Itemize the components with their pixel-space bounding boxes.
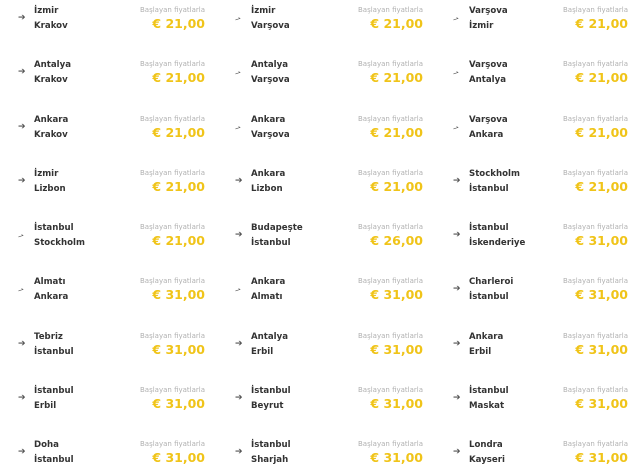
destination-city: Stockholm (34, 238, 85, 249)
price-box (140, 221, 205, 249)
price-box (563, 113, 628, 141)
destination-city: Maskat (469, 401, 505, 412)
price-box (140, 58, 205, 86)
route-price: € 31,00 (575, 233, 628, 249)
destination-city: İzmir (469, 21, 494, 31)
arrow-diagonal-icon: ⇀ (233, 14, 243, 24)
route-cities (32, 4, 140, 34)
origin-city: İstanbul (251, 386, 291, 397)
route-card[interactable] (435, 4, 640, 58)
destination-city: Ankara (34, 292, 69, 303)
price-box (358, 167, 423, 195)
destination-city: Erbil (469, 346, 492, 357)
route-cities (249, 438, 358, 468)
origin-city: İstanbul (469, 223, 509, 234)
origin-city: Antalya (251, 331, 289, 342)
route-card[interactable] (217, 58, 435, 112)
arrow-diagonal-icon: ⇀ (16, 231, 26, 242)
route-cities (249, 167, 358, 197)
route-price: € 21,00 (575, 124, 628, 140)
route-price: € 21,00 (370, 124, 423, 140)
route-price: € 31,00 (575, 396, 628, 412)
route-cities (467, 4, 563, 34)
route-price: € 21,00 (152, 124, 205, 140)
route-cities (32, 275, 140, 305)
arrow-diagonal-icon: ⇀ (233, 123, 243, 133)
destination-city: İstanbul (34, 346, 74, 357)
price-box (563, 167, 628, 195)
origin-city: Varşova (469, 6, 508, 16)
price-box (358, 113, 423, 141)
price-box (140, 113, 205, 141)
route-price: € 31,00 (575, 287, 628, 303)
route-price: € 31,00 (152, 396, 205, 412)
route-card[interactable] (435, 58, 640, 112)
arrow-right-icon: ➔ (235, 175, 243, 186)
price-box (563, 330, 628, 358)
origin-city: İzmir (34, 6, 59, 16)
route-cities (249, 275, 358, 305)
arrow-right-icon: ➔ (235, 230, 243, 241)
origin-city: Ankara (251, 114, 286, 125)
route-price: € 31,00 (152, 450, 205, 466)
route-price: € 21,00 (370, 178, 423, 194)
route-cities (249, 58, 358, 88)
route-cities (467, 58, 563, 88)
arrow-right-icon: ➔ (18, 338, 26, 349)
arrow-right-icon: ➔ (18, 67, 26, 78)
price-prefix-label: Başlayan fiyatlarla (563, 331, 628, 340)
route-price: € 31,00 (575, 450, 628, 466)
origin-city: Varşova (469, 60, 508, 71)
origin-city: Budapeşte (251, 223, 303, 234)
route-cities (249, 221, 358, 251)
arrow-right-icon: ➔ (18, 13, 26, 23)
origin-city: İstanbul (251, 440, 291, 451)
route-cities (249, 113, 358, 143)
arrow-right-icon: ➔ (453, 447, 461, 458)
route-cities (32, 221, 140, 251)
route-card[interactable] (435, 167, 640, 221)
price-prefix-label: Başlayan fiyatlarla (358, 277, 423, 286)
destination-city: Erbil (251, 346, 274, 357)
route-cities (467, 275, 563, 305)
origin-city: Londra (469, 440, 503, 451)
origin-city: Ankara (251, 168, 286, 179)
route-price: € 31,00 (370, 396, 423, 412)
destination-city: İstanbul (251, 238, 291, 249)
origin-city: Tebriz (34, 331, 63, 342)
route-card[interactable] (217, 330, 435, 384)
route-card[interactable] (217, 113, 435, 167)
route-card[interactable] (0, 167, 217, 221)
arrow-diagonal-icon: ⇀ (233, 286, 243, 296)
destination-city: Varşova (251, 75, 290, 86)
route-card[interactable] (0, 330, 217, 384)
route-cities (32, 384, 140, 414)
arrow-right-icon: ➔ (18, 121, 26, 132)
route-card[interactable] (217, 438, 435, 471)
price-prefix-label: Başlayan fiyatlarla (358, 60, 423, 69)
price-box (358, 4, 423, 32)
price-prefix-label: Başlayan fiyatlarla (563, 386, 628, 395)
route-price: € 21,00 (152, 16, 205, 31)
destination-city: İskenderiye (469, 238, 526, 249)
price-box (563, 275, 628, 303)
route-price: € 31,00 (152, 341, 205, 357)
origin-city: Ankara (251, 277, 286, 288)
destination-city: Almatı (251, 292, 283, 303)
origin-city: Varşova (469, 114, 508, 125)
route-card[interactable] (435, 221, 640, 275)
price-prefix-label: Başlayan fiyatlarla (563, 60, 628, 69)
route-cities (467, 330, 563, 360)
price-prefix-label: Başlayan fiyatlarla (140, 114, 205, 123)
route-card[interactable] (217, 4, 435, 58)
price-box (140, 275, 205, 303)
arrow-right-icon: ➔ (453, 393, 461, 404)
arrow-diagonal-icon: ⇀ (451, 68, 461, 79)
price-prefix-label: Başlayan fiyatlarla (358, 440, 423, 449)
destination-city: Krakov (34, 129, 68, 140)
price-box (358, 275, 423, 303)
arrow-right-icon: ➔ (235, 338, 243, 349)
route-cities (249, 4, 358, 34)
destination-city: Ankara (469, 129, 504, 140)
route-price: € 21,00 (370, 16, 423, 31)
route-price: € 21,00 (575, 178, 628, 194)
origin-city: Ankara (469, 331, 504, 342)
price-prefix-label: Başlayan fiyatlarla (140, 440, 205, 449)
route-price: € 21,00 (152, 70, 205, 86)
arrow-right-icon: ➔ (453, 175, 461, 186)
price-prefix-label: Başlayan fiyatlarla (358, 386, 423, 395)
destination-city: Beyrut (251, 401, 284, 412)
route-cities (249, 330, 358, 360)
price-prefix-label: Başlayan fiyatlarla (563, 114, 628, 123)
arrow-right-icon: ➔ (235, 393, 243, 404)
price-prefix-label: Başlayan fiyatlarla (358, 331, 423, 340)
price-prefix-label: Başlayan fiyatlarla (358, 168, 423, 177)
route-cities (32, 330, 140, 360)
arrow-right-icon: ➔ (453, 338, 461, 349)
price-box (563, 384, 628, 412)
price-prefix-label: Başlayan fiyatlarla (358, 6, 423, 14)
route-cities (32, 167, 140, 197)
arrow-right-icon: ➔ (18, 393, 26, 404)
route-card[interactable] (435, 330, 640, 384)
origin-city: Doha (34, 440, 59, 451)
price-box (563, 221, 628, 249)
destination-city: Lizbon (251, 183, 283, 194)
route-card[interactable] (435, 113, 640, 167)
price-box (358, 384, 423, 412)
destination-city: İstanbul (469, 292, 509, 303)
origin-city: Stockholm (469, 168, 520, 179)
route-cities (249, 384, 358, 414)
arrow-diagonal-icon: ⇀ (451, 123, 461, 133)
origin-city: İzmir (251, 6, 276, 16)
destination-city: İstanbul (34, 455, 74, 466)
destination-city: Kayseri (469, 455, 505, 466)
price-prefix-label: Başlayan fiyatlarla (140, 168, 205, 177)
origin-city: Charleroi (469, 277, 514, 288)
route-price: € 21,00 (152, 178, 205, 194)
route-price: € 21,00 (370, 70, 423, 86)
route-price: € 21,00 (152, 233, 205, 249)
route-card[interactable] (0, 275, 217, 329)
arrow-diagonal-icon: ⇀ (16, 286, 26, 296)
price-prefix-label: Başlayan fiyatlarla (358, 114, 423, 123)
route-cities (467, 167, 563, 197)
destination-city: Erbil (34, 401, 57, 412)
price-prefix-label: Başlayan fiyatlarla (563, 223, 628, 232)
price-box (140, 330, 205, 358)
origin-city: Antalya (34, 60, 72, 71)
arrow-right-icon: ➔ (18, 175, 26, 186)
route-price: € 21,00 (575, 70, 628, 86)
route-price: € 26,00 (370, 233, 423, 249)
arrow-right-icon: ➔ (453, 230, 461, 241)
route-card[interactable] (217, 221, 435, 275)
route-price: € 21,00 (575, 16, 628, 31)
route-price: € 31,00 (575, 341, 628, 357)
route-price: € 31,00 (370, 287, 423, 303)
route-card[interactable] (217, 167, 435, 221)
price-box (563, 438, 628, 466)
route-card[interactable] (0, 58, 217, 112)
route-card[interactable] (435, 275, 640, 329)
arrow-right-icon: ➔ (235, 447, 243, 458)
route-price: € 31,00 (370, 450, 423, 466)
destination-city: Sharjah (251, 455, 289, 466)
route-card[interactable] (0, 221, 217, 275)
price-prefix-label: Başlayan fiyatlarla (563, 440, 628, 449)
origin-city: İstanbul (469, 386, 509, 397)
arrow-diagonal-icon: ⇀ (233, 68, 243, 79)
arrow-diagonal-icon: ⇀ (451, 14, 461, 24)
price-box (140, 4, 205, 32)
destination-city: İstanbul (469, 183, 509, 194)
route-card[interactable] (217, 275, 435, 329)
price-prefix-label: Başlayan fiyatlarla (563, 168, 628, 177)
arrow-right-icon: ➔ (18, 447, 26, 458)
origin-city: İstanbul (34, 386, 74, 397)
origin-city: İzmir (34, 168, 59, 179)
price-box (358, 58, 423, 86)
destination-city: Antalya (469, 75, 507, 86)
destination-city: Krakov (34, 21, 68, 31)
origin-city: Ankara (34, 114, 69, 125)
route-cities (467, 221, 563, 251)
route-cities (32, 58, 140, 88)
price-prefix-label: Başlayan fiyatlarla (358, 223, 423, 232)
route-card[interactable] (0, 4, 217, 58)
route-price: € 31,00 (152, 287, 205, 303)
price-prefix-label: Başlayan fiyatlarla (140, 223, 205, 232)
route-cities (467, 384, 563, 414)
origin-city: İstanbul (34, 223, 74, 234)
price-prefix-label: Başlayan fiyatlarla (563, 277, 628, 286)
destination-city: Varşova (251, 21, 290, 31)
route-card[interactable] (435, 384, 640, 438)
destination-city: Lizbon (34, 183, 66, 194)
route-cities (467, 438, 563, 468)
price-box (563, 58, 628, 86)
destination-city: Varşova (251, 129, 290, 140)
route-card[interactable] (0, 438, 217, 471)
price-box (140, 167, 205, 195)
arrow-right-icon: ➔ (453, 284, 461, 295)
price-prefix-label: Başlayan fiyatlarla (563, 6, 628, 14)
price-box (563, 4, 628, 32)
destination-city: Krakov (34, 75, 68, 86)
route-cities (32, 438, 140, 468)
price-box (140, 438, 205, 466)
origin-city: Almatı (34, 277, 66, 288)
route-card[interactable] (217, 384, 435, 438)
route-price: € 31,00 (370, 341, 423, 357)
origin-city: Antalya (251, 60, 289, 71)
price-prefix-label: Başlayan fiyatlarla (140, 60, 205, 69)
price-prefix-label: Başlayan fiyatlarla (140, 331, 205, 340)
route-card[interactable] (435, 438, 640, 471)
route-cities (467, 113, 563, 143)
route-card[interactable] (0, 113, 217, 167)
route-cities (32, 113, 140, 143)
price-box (358, 438, 423, 466)
price-box (358, 221, 423, 249)
price-box (140, 384, 205, 412)
price-prefix-label: Başlayan fiyatlarla (140, 386, 205, 395)
price-box (358, 330, 423, 358)
price-prefix-label: Başlayan fiyatlarla (140, 277, 205, 286)
route-card[interactable] (0, 384, 217, 438)
price-prefix-label: Başlayan fiyatlarla (140, 6, 205, 14)
